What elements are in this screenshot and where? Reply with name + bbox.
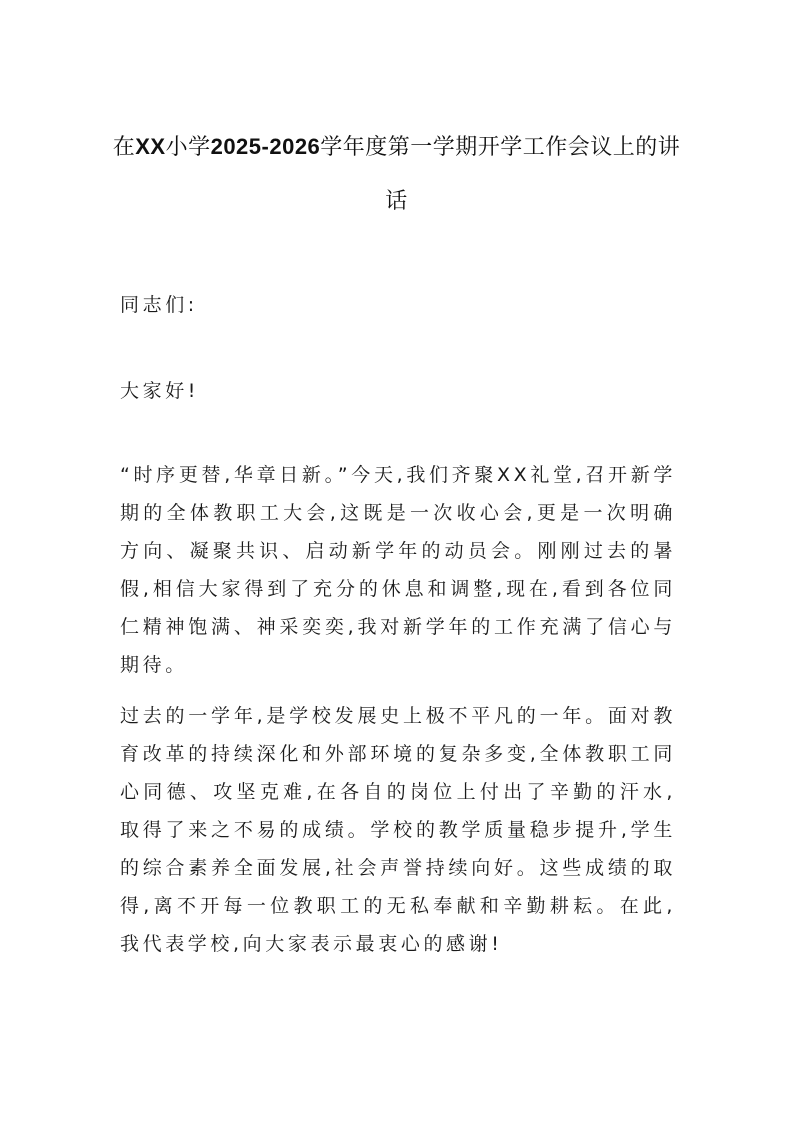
paragraph-opening: “时序更替,华章日新。”今天,我们齐聚XX礼堂,召开新学期的全体教职工大会,这既是一次收心会,更是一次明确方向、凝聚共识、启动新学年的动员会。刚刚过去的暑假,相信大家得到了充分的休息和调整,现在,看到各位同仁精神饱满、神采奕奕,我对新学年的工作充满了信心与期待。 bbox=[120, 464, 676, 676]
title-part-5: 学年度第一学期开学工作会议上的讲话 bbox=[320, 135, 681, 214]
salutation: 同志们: bbox=[120, 294, 198, 316]
greeting: 大家好! bbox=[120, 380, 200, 402]
paragraph-review: 过去的一学年,是学校发展史上极不平凡的一年。面对教育改革的持续深化和外部环境的复杂多变,全体教职工同心同德、攻坚克难,在各自的岗位上付出了辛勤的汗水,取得了来之不易的成绩。学校的教学质量稳步提升,学生的综合素养全面发展,社会声誉持续向好。这些成绩的取得,离不开每一位教职工的无私奉献和辛勤耕耘。在此,我代表学校,向大家表示最衷心的感谢! bbox=[120, 705, 676, 955]
title-part-3: 小学 bbox=[165, 135, 211, 160]
title-school-placeholder: XX bbox=[135, 134, 166, 159]
title-part-1: 在 bbox=[112, 135, 136, 160]
document-title bbox=[110, 120, 683, 229]
title-year-range: 2025-2026 bbox=[210, 134, 321, 159]
